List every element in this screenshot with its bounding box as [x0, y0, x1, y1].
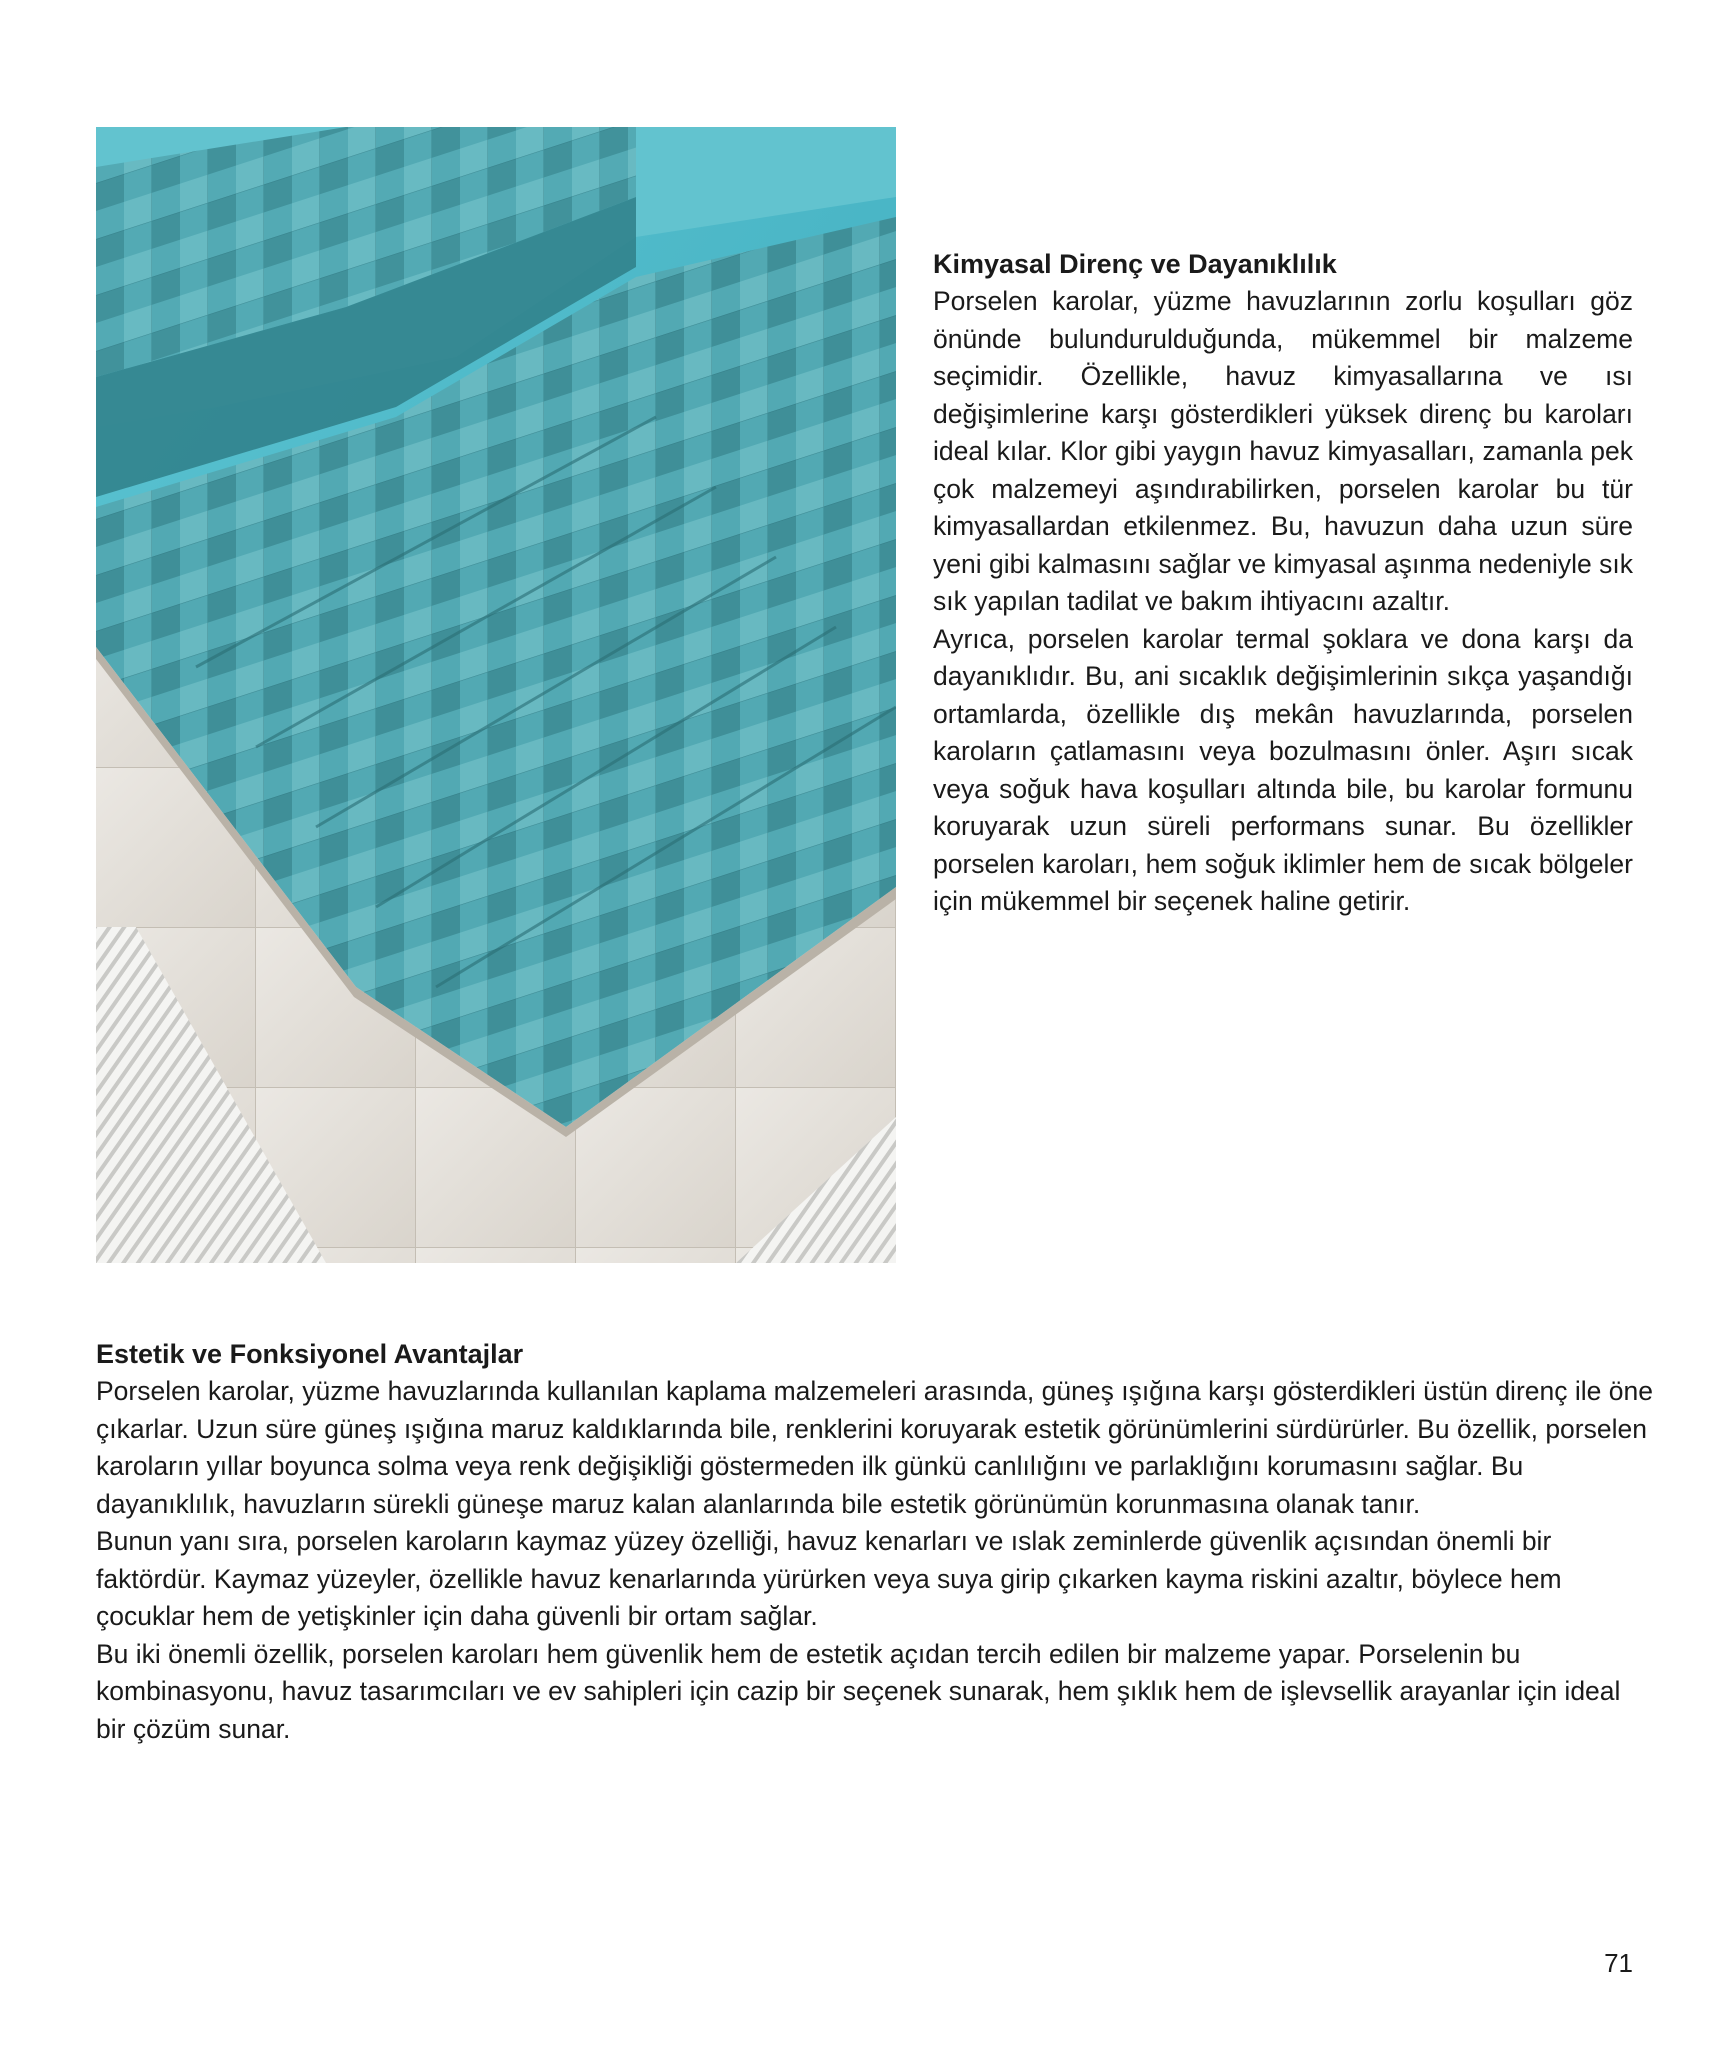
section-heading: Kimyasal Direnç ve Dayanıklılık — [933, 249, 1337, 279]
page-number: 71 — [1604, 1948, 1633, 1978]
paragraph: Porselen karolar, yüzme havuzlarında kullanılan kaplama malzemeleri arasında, güneş ışığına karşı gösterdikleri üstün direnç ile öne çıkarlar. Uzun süre güneş ışığına maruz kaldıklarında bile, renklerini koruyarak estetik görünümlerini sürdürürler. Bu özellik, porselen karoların yıllar boyunca solma veya renk değişikliği göstermeden ilk günkü canlılığını ve parlaklığını korumasını sağlar. Bu dayanıklılık, havuzların sürekli güneşe maruz kalan alanlarında bile estetik görünümün korunmasına olanak tanır. — [96, 1376, 1653, 1519]
paragraph: Porselen karolar, yüzme havuzlarının zorlu koşulları göz önünde bulundurulduğunda, mükemmel bir malzeme seçimidir. Özellikle, havuz kimyasallarına ve ısı değişimlerine karşı gösterdikleri yüksek direnç bu karoları ideal kılar. Klor gibi yaygın havuz kimyasalları, zamanla pek çok malzemeyi aşındırabilirken, porselen karolar bu tür kimyasallardan etkilenmez. Bu, havuzun daha uzun süre yeni gibi kalmasını sağlar ve kimyasal aşınma nedeniyle sık sık yapılan tadilat ve bakım ihtiyacını azaltır. — [933, 286, 1633, 616]
paragraph: Bu iki önemli özellik, porselen karoları hem güvenlik hem de estetik açıdan tercih edilen bir malzeme yapar. Porselenin bu kombinasyonu, havuz tasarımcıları ve ev sahipleri için cazip bir seçenek sunarak, hem şıklık hem de işlevsellik arayanlar için ideal bir çözüm sunar. — [96, 1638, 1621, 1744]
chemical-resistance-section — [933, 246, 1633, 921]
paragraph: Ayrıca, porselen karolar termal şoklara ve dona karşı da dayanıklıdır. Bu, ani sıcaklık değişimlerinin sıkça yaşandığı ortamlarda, özellikle dış mekân havuzlarında, porselen karoların çatlamasını veya bozulmasını önler. Aşırı sıcak veya soğuk hava koşulları altında bile, bu karolar formunu koruyarak uzun süreli performans sunar. Bu özellikler porselen karoları, hem soğuk iklimler hem de sıcak bölgeler için mükemmel bir seçenek haline getirir. — [933, 623, 1633, 916]
pool-steps-photo — [96, 127, 896, 1263]
aesthetic-functional-section — [96, 1336, 1656, 1748]
paragraph: Bunun yanı sıra, porselen karoların kaymaz yüzey özelliği, havuz kenarları ve ıslak zeminlerde güvenlik açısından önemli bir faktördür. Kaymaz yüzeyler, özellikle havuz kenarlarında yürürken veya suya girip çıkarken kayma riskini azaltır, böylece hem çocuklar hem de yetişkinler için daha güvenli bir ortam sağlar. — [96, 1526, 1562, 1631]
section-heading: Estetik ve Fonksiyonel Avantajlar — [96, 1339, 524, 1369]
